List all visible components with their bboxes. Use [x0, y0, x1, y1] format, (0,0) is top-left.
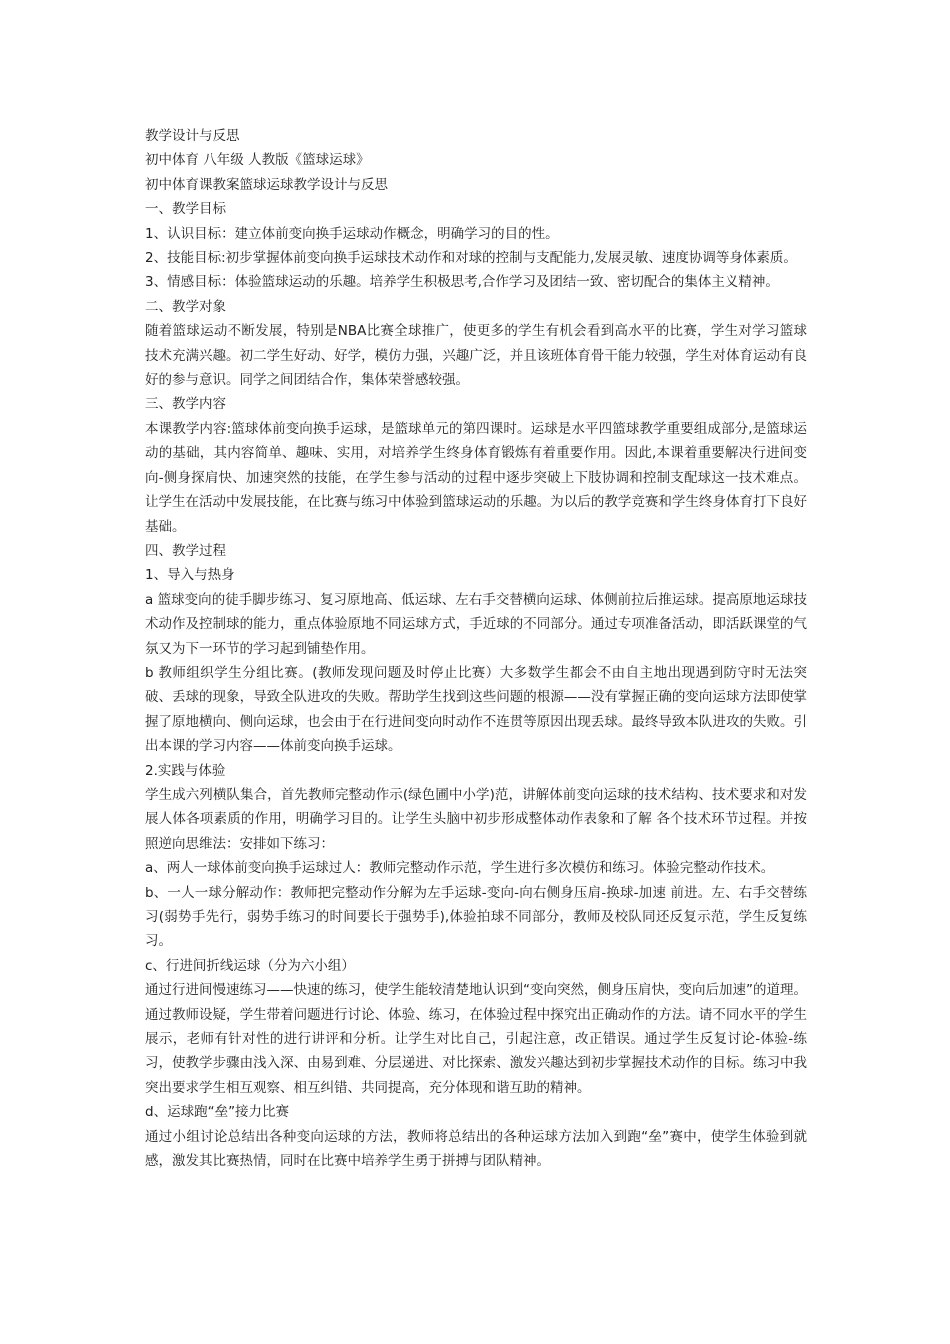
section-heading-objectives: 一、教学目标: [145, 201, 226, 218]
section-heading-audience: 二、教学对象: [145, 298, 226, 315]
paragraph-practice-b: b、一人一球分解动作：教师把完整动作分解为左手运球-变向-向右侧身压肩-换球-加速 前进。左、右手交替练习(弱势手先行，弱势手练习的时间要长于强势手),体验拍球不同部分，教师及校队同还反复示范，学生反复练习。: [145, 884, 807, 950]
subheading-practice-c: c、行进间折线运球（分为六小组）: [145, 957, 355, 974]
subheading-practice-d: d、运球跑“垒”接力比赛: [145, 1104, 290, 1121]
document-body: [145, 124, 807, 1173]
paragraph-warmup-a: a 篮球变向的徒手脚步练习、复习原地高、低运球、左右手交替横向运球、体侧前拉后推运球。提高原地运球技术动作及控制球的能力，重点体验原地不同运球方式，手近球的不同部分。通过专项准备活动，即活跃课堂的气氛又为下一环节的学习起到铺垫作用。: [145, 591, 807, 657]
objective-cognitive: 1、认识目标：建立体前变向换手运球动作概念，明确学习的目的性。: [145, 225, 559, 242]
doc-heading: 初中体育课教案篮球运球教学设计与反思: [145, 176, 388, 193]
paragraph-warmup-b: b 教师组织学生分组比赛。(教师发现问题及时停止比赛）大多数学生都会不由自主地出现遇到防守时无法突破、丢球的现象，导致全队进攻的失败。帮助学生找到这些问题的根源——没有掌握正确的变向运球方法即使掌握了原地横向、侧向运球，也会由于在行进间变向时动作不连贯等原因出现丢球。最终导致本队进攻的失败。引出本课的学习内容——体前变向换手运球。: [145, 664, 807, 755]
objective-emotional: 3、情感目标：体验篮球运动的乐趣。培养学生积极思考,合作学习及团结一致、密切配合的集体主义精神。: [145, 274, 779, 291]
paragraph-practice-d: 通过小组讨论总结出各种变向运球的方法，教师将总结出的各种运球方法加入到跑“垒”赛中，使学生体验到就感，激发其比赛热情，同时在比赛中培养学生勇于拼搏与团队精神。: [145, 1128, 807, 1170]
section-heading-process: 四、教学过程: [145, 542, 226, 559]
paragraph-practice-a: a、两人一球体前变向换手运球过人：教师完整动作示范，学生进行多次模仿和练习。体验完整动作技术。: [145, 860, 775, 877]
paragraph-practice-intro: 学生成六列横队集合，首先教师完整动作示(绿色圃中小学)范，讲解体前变向运球的技术结构、技术要求和对发展人体各项素质的作用，明确学习目的。让学生头脑中初步形成整体动作表象和了解 各个技术环节过程。并按照逆向思维法：安排如下练习：: [145, 786, 807, 852]
subheading-practice: 2.实践与体验: [145, 762, 226, 779]
subheading-warmup: 1、导入与热身: [145, 567, 235, 584]
paragraph-audience: 随着篮球运动不断发展，特别是NBA比赛全球推广，使更多的学生有机会看到高水平的比赛，学生对学习篮球技术充满兴趣。初二学生好动、好学，模仿力强，兴趣广泛，并且该班体育骨干能力较强，学生对体育运动有良好的参与意识。同学之间团结合作，集体荣誉感较强。: [145, 323, 807, 389]
doc-title: 教学设计与反思: [145, 128, 240, 144]
paragraph-practice-c: 通过行进间慢速练习——快速的练习，使学生能较清楚地认识到“变向突然，侧身压肩快，变向后加速”的道理。通过教师设疑，学生带着问题进行讨论、体验、练习，在体验过程中探究出正确动作的方法。请不同水平的学生展示，老师有针对性的进行讲评和分析。让学生对比自己，引起注意，改正错误。通过学生反复讨论-体验-练习，使教学步骤由浅入深、由易到难、分层递进、对比探索、激发兴趣达到初步掌握技术动作的目标。练习中我突出要求学生相互观察、相互纠错、共同提高，充分体现和谐互助的精神。: [145, 982, 807, 1096]
objective-skill: 2、技能目标:初步掌握体前变向换手运球技术动作和对球的控制与支配能力,发展灵敏、速度协调等身体素质。: [145, 250, 797, 267]
paragraph-content: 本课教学内容:篮球体前变向换手运球，是篮球单元的第四课时。运球是水平四篮球教学重要组成部分,是篮球运动的基础，其内容简单、趣味、实用，对培养学生终身体育锻炼有着重要作用。因此,本课着重要解决行进间变向-侧身探肩快、加速突然的技能，在学生参与活动的过程中逐步突破上下肢协调和控制支配球这一技术难点。让学生在活动中发展技能，在比赛与练习中体验到篮球运动的乐趣。为以后的教学竞赛和学生终身体育打下良好基础。: [145, 420, 807, 535]
doc-subtitle: 初中体育 八年级 人教版《篮球运球》: [145, 152, 370, 169]
section-heading-content: 三、教学内容: [145, 396, 226, 413]
